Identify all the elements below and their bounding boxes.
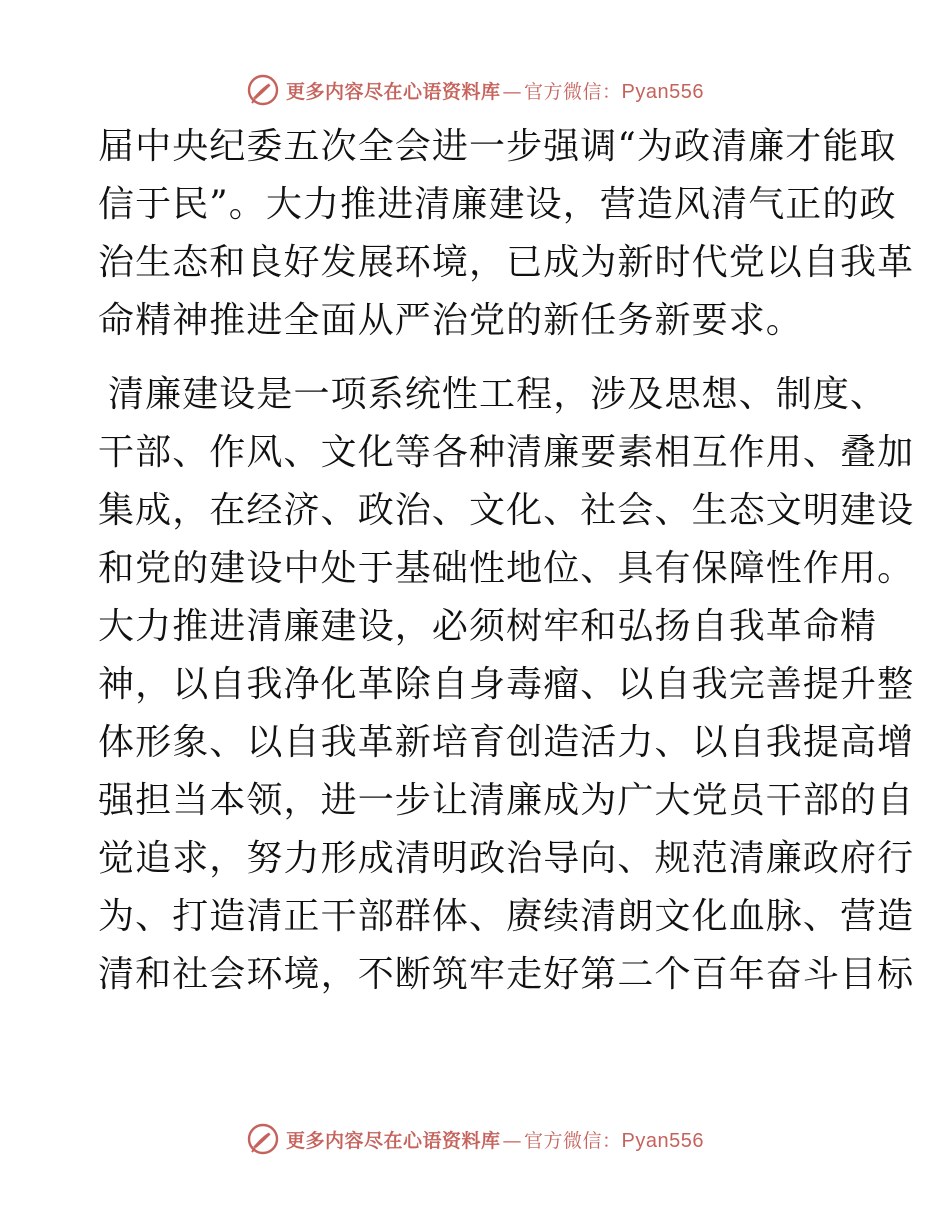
pen-logo-icon	[246, 73, 280, 107]
text-line: 强担当本领，进一步让清廉成为广大党员干部的自	[98, 780, 915, 821]
text-line: 命精神推进全面从严治党的新任务新要求。	[98, 300, 803, 341]
text-line: 治生态和良好发展环境，已成为新时代党以自我革	[98, 242, 915, 283]
paragraph-1	[98, 118, 915, 350]
footer-watermark	[0, 1117, 950, 1161]
text-line: 为、打造清正干部群体、赓续清朗文化血脉、营造	[98, 896, 915, 937]
text-line: 大力推进清廉建设，必须树牢和弘扬自我革命精	[98, 606, 878, 647]
document-body	[98, 118, 915, 1004]
watermark-wechat-label: 官方微信：	[524, 80, 622, 103]
header-watermark	[0, 68, 950, 112]
watermark-dash: —	[502, 1129, 523, 1152]
watermark-main-text: 更多内容尽在心语资料库	[286, 1129, 501, 1152]
watermark-wechat-label: 官方微信：	[524, 1129, 622, 1152]
watermark-dash: —	[502, 80, 523, 103]
watermark-wechat-id: Pyan556	[621, 80, 704, 103]
text-line: 体形象、以自我革新培育创造活力、以自我提高增	[98, 722, 915, 763]
text-line: 干部、作风、文化等各种清廉要素相互作用、叠加	[98, 432, 915, 473]
text-line: 清廉建设是一项系统性工程，涉及思想、制度、	[108, 374, 888, 415]
text-line: 神，以自我净化革除自身毒瘤、以自我完善提升整	[98, 664, 915, 705]
watermark-main-text: 更多内容尽在心语资料库	[286, 80, 501, 103]
text-line: 集成，在经济、政治、文化、社会、生态文明建设	[98, 490, 915, 531]
text-line: 清和社会环境，不断筑牢走好第二个百年奋斗目标	[98, 954, 915, 995]
watermark-wechat-id: Pyan556	[621, 1129, 704, 1152]
text-line: 觉追求，努力形成清明政治导向、规范清廉政府行	[98, 838, 915, 879]
text-line: 届中央纪委五次全会进一步强调“为政清廉才能取	[98, 126, 897, 167]
text-line: 和党的建设中处于基础性地位、具有保障性作用。	[98, 548, 915, 589]
text-line: 信于民”。大力推进清廉建设，营造风清气正的政	[98, 184, 897, 225]
paragraph-2	[98, 366, 915, 1004]
pen-logo-icon	[246, 1122, 280, 1156]
